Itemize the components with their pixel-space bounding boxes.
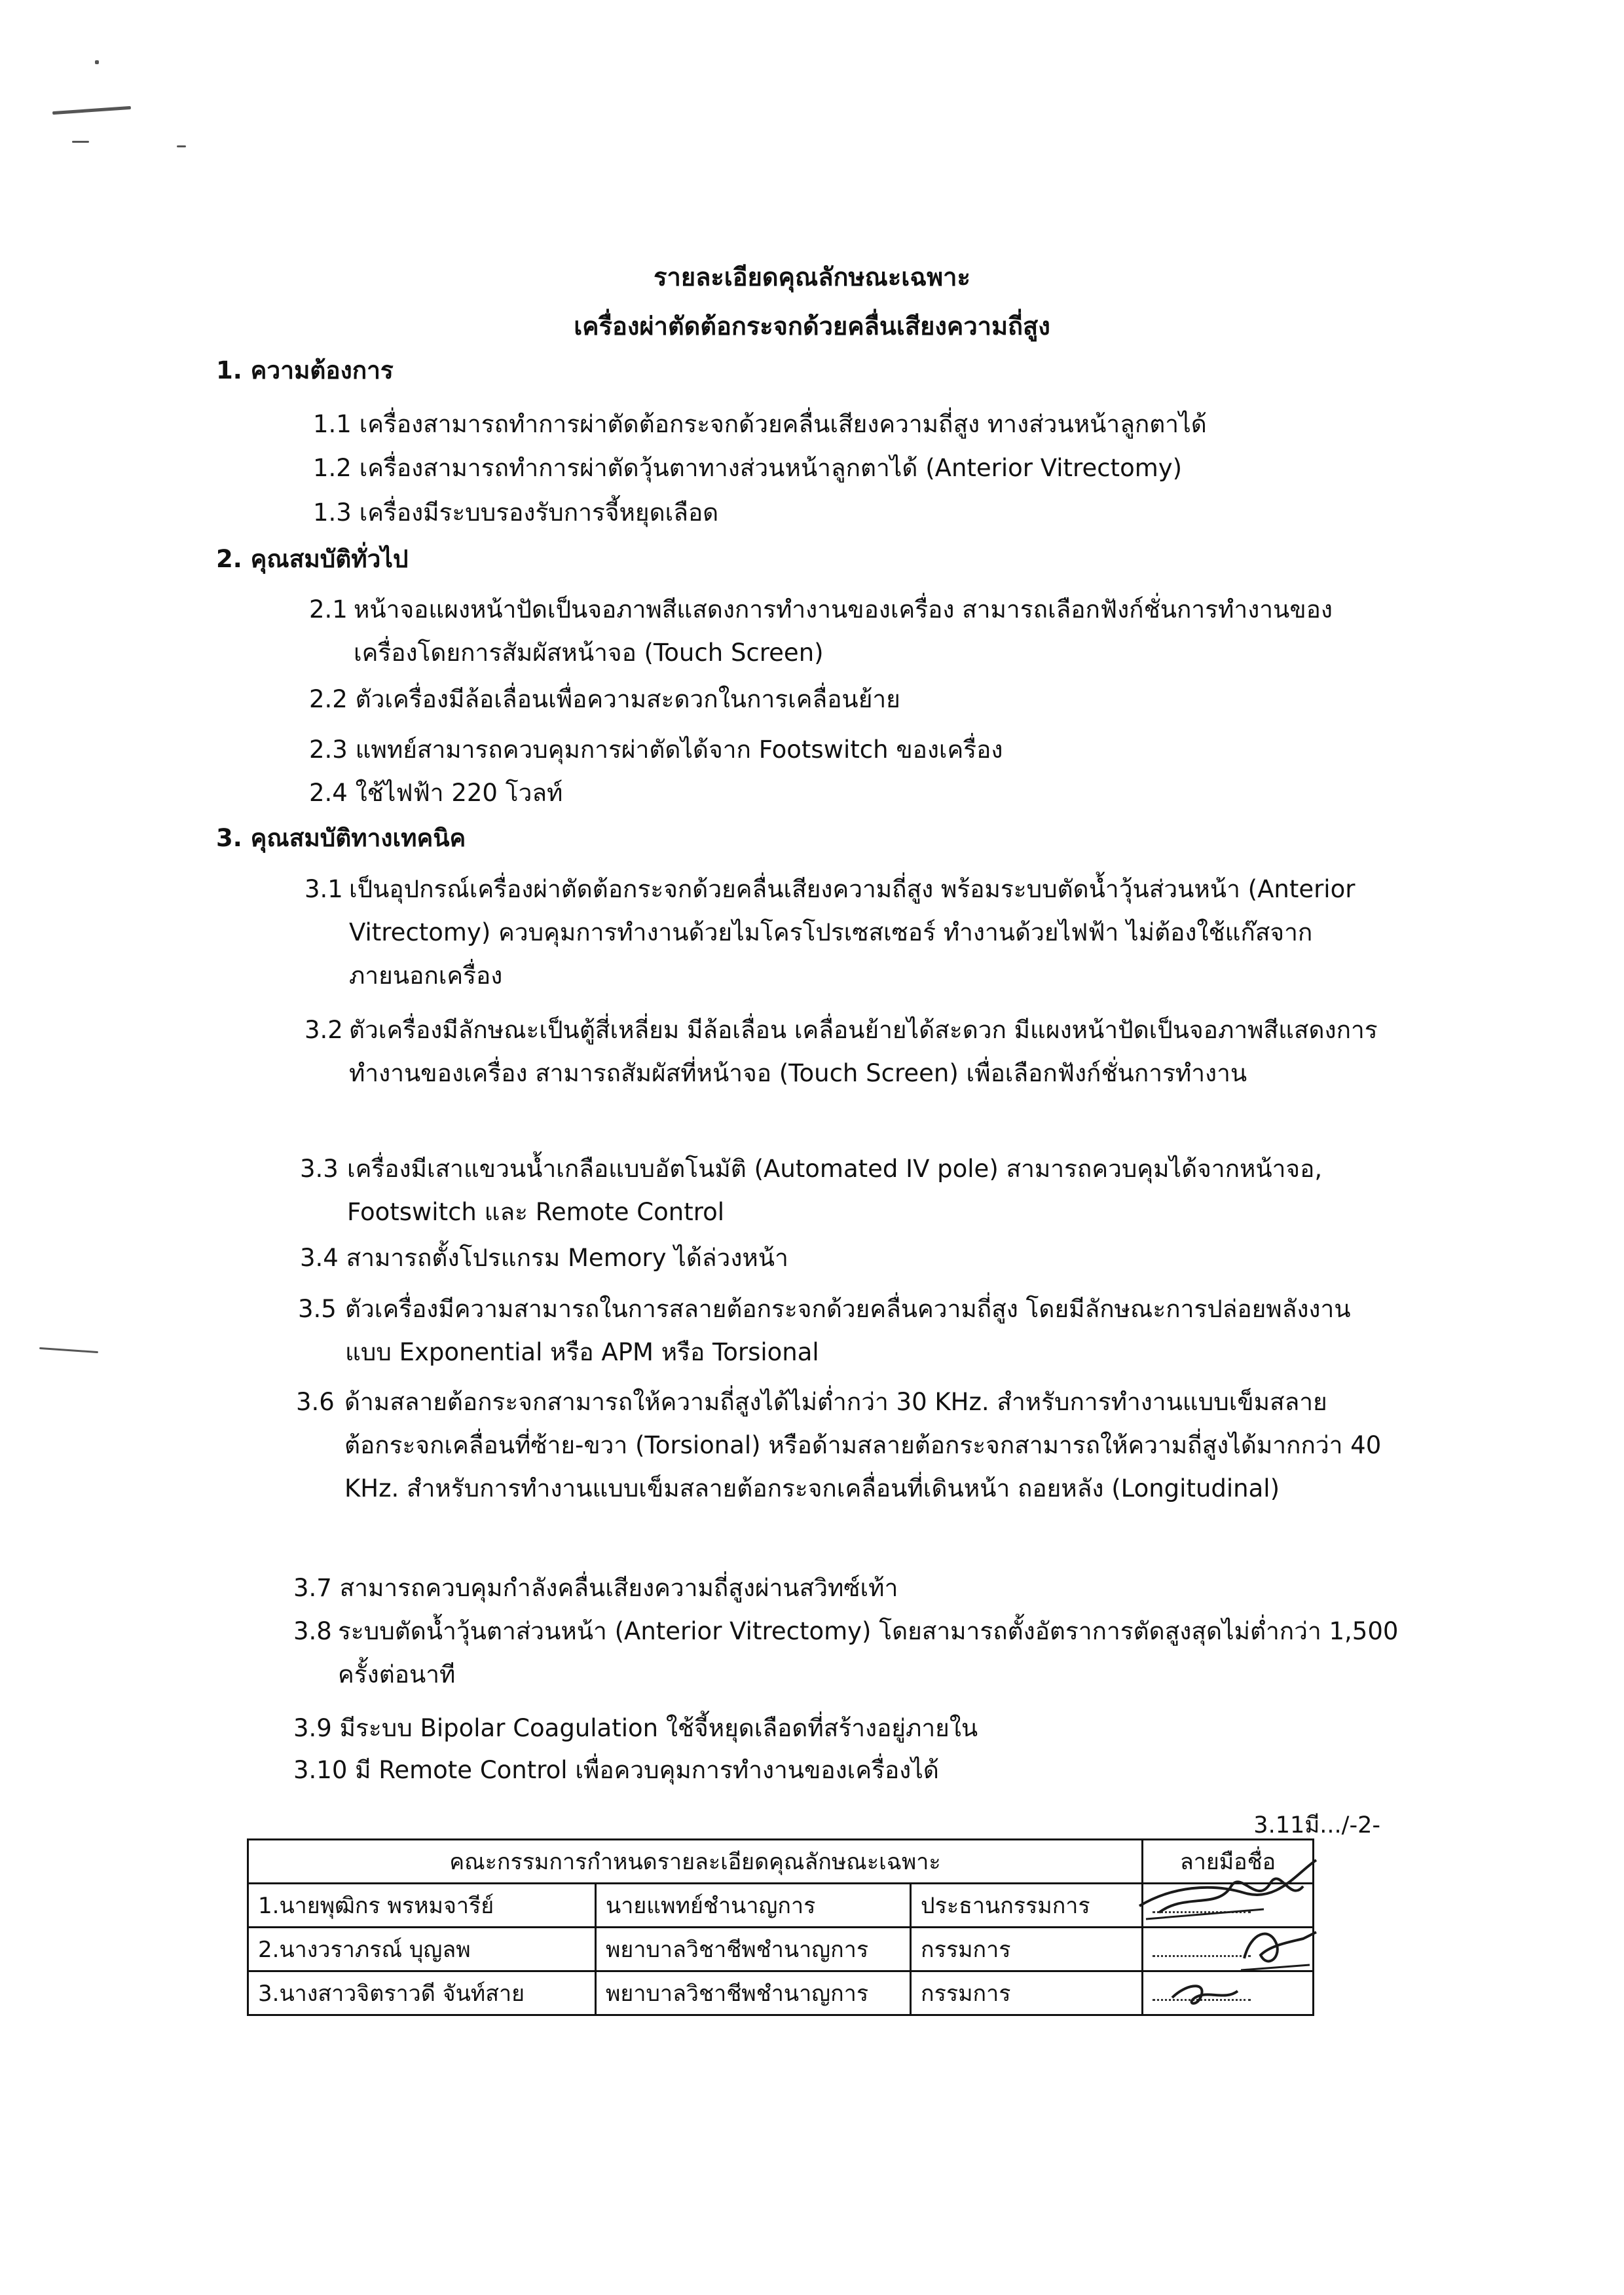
list-item: [296, 1381, 1399, 1510]
member-role: กรรมการ: [911, 1928, 1143, 1971]
item-text: ด้ามสลายต้อกระจกสามารถให้ความถี่สูงได้ไม่ต่ำกว่า 30 KHz. สำหรับการทำงานแบบเข็มสลายต้อกระจกเคลื่อนที่ซ้าย-ขวา (Torsional) หรือด้ามสลายต้อกระจกสามารถให้ความถี่สูงได้มากกว่า 40 KHz. สำหรับการทำงานแบบเข็มสลายต้อกระจกเคลื่อนที่เดินหน้า ถอยหลัง (Longitudinal): [344, 1388, 1382, 1502]
scan-speck: [39, 1347, 98, 1353]
scan-speck: [95, 60, 99, 64]
member-position: นายแพทย์ชำนาญการ: [596, 1884, 911, 1928]
item-text: มีระบบ Bipolar Coagulation ใช้จี้หยุดเลือดที่สร้างอยู่ภายใน: [339, 1714, 978, 1742]
signature-cell: [1143, 1928, 1314, 1971]
item-text: ระบบตัดน้ำวุ้นตาส่วนหน้า (Anterior Vitrectomy) โดยสามารถตั้งอัตราการตัดสูงสุดไม่ต่ำกว่า 1,500 ครั้งต่อนาที: [338, 1617, 1399, 1689]
table-row: [248, 1928, 1314, 1971]
item-text: ตัวเครื่องมีล้อเลื่อนเพื่อความสะดวกในการเคลื่อนย้าย: [355, 685, 900, 713]
item-text: สามารถตั้งโปรแกรม Memory ได้ล่วงหน้า: [346, 1244, 788, 1272]
item-text: ตัวเครื่องมีความสามารถในการสลายต้อกระจกด้วยคลื่นความถี่สูง โดยมีลักษณะการปล่อยพลังงานแบบ Exponential หรือ APM หรือ Torsional: [345, 1295, 1351, 1366]
item-number: 3.2: [304, 1016, 343, 1044]
item-number: 3.10: [293, 1756, 348, 1784]
list-item: [304, 868, 1392, 998]
scan-speck: [52, 106, 131, 115]
member-position: พยาบาลวิชาชีพชำนาญการ: [596, 1971, 911, 2015]
committee-header: คณะกรรมการกำหนดรายละเอียดคุณลักษณะเฉพาะ: [248, 1840, 1143, 1884]
list-item: [300, 1237, 1393, 1280]
member-name: 1.นายพุฒิกร พรหมจารีย์: [248, 1884, 596, 1928]
signature-header: ลายมือชื่อ: [1143, 1840, 1314, 1884]
item-number: 3.4: [300, 1244, 339, 1272]
committee-table: [247, 1838, 1314, 2016]
member-name: 3.นางสาวจิตราวดี จันท์สาย: [248, 1971, 596, 2015]
item-text: เครื่องสามารถทำการผ่าตัดวุ้นตาทางส่วนหน้าลูกตาได้ (Anterior Vitrectomy): [359, 454, 1183, 482]
document-title: รายละเอียดคุณลักษณะเฉพาะ: [654, 263, 970, 291]
list-item: [309, 588, 1396, 675]
item-text: สามารถควบคุมกำลังคลื่นเสียงความถี่สูงผ่านสวิทซ์เท้า: [339, 1574, 898, 1602]
table-row: [248, 1884, 1314, 1928]
section-heading-1: 1. ความต้องการ: [216, 356, 394, 384]
item-number: 3.1: [304, 875, 343, 903]
item-number: 3.3: [300, 1155, 339, 1183]
item-text: เป็นอุปกรณ์เครื่องผ่าตัดต้อกระจกด้วยคลื่นเสียงความถี่สูง พร้อมระบบตัดน้ำวุ้นส่วนหน้า (Anterior Vitrectomy) ควบคุมการทำงานด้วยไมโครโปรเซสเซอร์ ทำงานด้วยไฟฟ้า ไม่ต้องใช้แก๊สจากภายนอกเครื่อง: [349, 875, 1356, 990]
section-heading-2: 2. คุณสมบัติทั่วไป: [216, 545, 409, 573]
item-number: 3.8: [293, 1617, 332, 1645]
signature-line: [1153, 1892, 1251, 1913]
signature-line: [1153, 1979, 1251, 2001]
item-number: 3.7: [293, 1574, 332, 1602]
item-number: 3.5: [298, 1295, 337, 1323]
member-position: พยาบาลวิชาชีพชำนาญการ: [596, 1928, 911, 1971]
signature-line: [1153, 1935, 1251, 1957]
item-number: 3.6: [296, 1388, 335, 1416]
item-number: 2.1: [309, 595, 348, 624]
list-item: [304, 1009, 1392, 1095]
signature-cell: [1143, 1884, 1314, 1928]
list-item: [313, 403, 1387, 446]
item-text: แพทย์สามารถควบคุมการผ่าตัดได้จาก Footswitch ของเครื่อง: [355, 736, 1003, 764]
item-number: 2.4: [309, 779, 348, 807]
list-item: [309, 728, 1396, 772]
list-item: [298, 1288, 1395, 1374]
item-number: 1.2: [313, 454, 352, 482]
list-item: [293, 1610, 1400, 1696]
table-row: [248, 1971, 1314, 2015]
scan-speck: [72, 141, 89, 143]
list-item: [309, 678, 1396, 721]
section-heading-3: 3. คุณสมบัติทางเทคนิค: [216, 824, 466, 852]
member-name: 2.นางวราภรณ์ บุญลพ: [248, 1928, 596, 1971]
list-item: [309, 772, 1396, 815]
list-item: [313, 447, 1387, 490]
list-item: [293, 1567, 1400, 1610]
item-text: เครื่องมีเสาแขวนน้ำเกลือแบบอัตโนมัติ (Automated IV pole) สามารถควบคุมได้จากหน้าจอ, Footswitch และ Remote Control: [347, 1155, 1323, 1226]
item-text: ใช้ไฟฟ้า 220 โวลท์: [355, 779, 563, 807]
item-text: มี Remote Control เพื่อควบคุมการทำงานของเครื่องได้: [355, 1756, 939, 1784]
item-number: 1.1: [313, 410, 352, 438]
document-subtitle: เครื่องผ่าตัดต้อกระจกด้วยคลื่นเสียงความถี่สูง: [574, 312, 1050, 341]
scan-speck: [177, 145, 186, 147]
item-number: 3.9: [293, 1714, 332, 1742]
list-item: [313, 491, 1387, 534]
list-item: [300, 1148, 1393, 1234]
item-text: ตัวเครื่องมีลักษณะเป็นตู้สี่เหลี่ยม มีล้อเลื่อน เคลื่อนย้ายได้สะดวก มีแผงหน้าปัดเป็นจอภาพสีแสดงการทำงานของเครื่อง สามารถสัมผัสที่หน้าจอ (Touch Screen) เพื่อเลือกฟังก์ชั่นการทำงาน: [349, 1016, 1378, 1087]
item-text: เครื่องมีระบบรองรับการจี้หยุดเลือด: [359, 498, 719, 527]
table-header-row: [248, 1840, 1314, 1884]
signature-cell: [1143, 1971, 1314, 2015]
member-role: กรรมการ: [911, 1971, 1143, 2015]
item-number: 2.2: [309, 685, 348, 713]
member-role: ประธานกรรมการ: [911, 1884, 1143, 1928]
next-page-reference: 3.11มี.../-2-: [1253, 1812, 1380, 1838]
item-number: 2.3: [309, 736, 348, 764]
list-item: [293, 1749, 1400, 1792]
item-number: 1.3: [313, 498, 352, 527]
item-text: หน้าจอแผงหน้าปัดเป็นจอภาพสีแสดงการทำงานของเครื่อง สามารถเลือกฟังก์ชั่นการทำงานของเครื่องโดยการสัมผัสหน้าจอ (Touch Screen): [354, 595, 1333, 667]
item-text: เครื่องสามารถทำการผ่าตัดต้อกระจกด้วยคลื่นเสียงความถี่สูง ทางส่วนหน้าลูกตาได้: [359, 410, 1207, 438]
list-item: [293, 1707, 1400, 1750]
